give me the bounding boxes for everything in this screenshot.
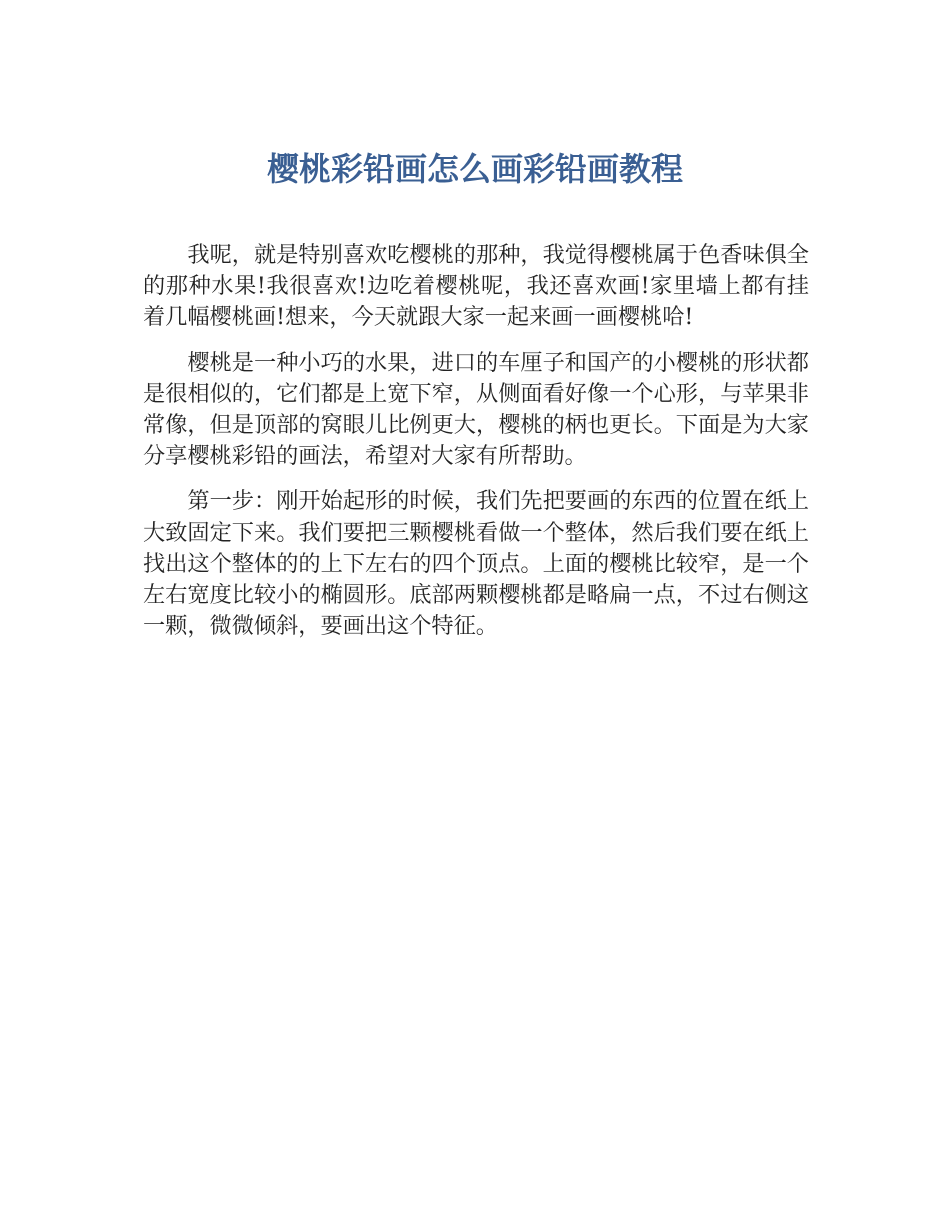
paragraph-step-one: 第一步：刚开始起形的时候，我们先把要画的东西的位置在纸上大致固定下来。我们要把三颗樱桃看做一个整体，然后我们要在纸上找出这个整体的的上下左右的四个顶点。上面的樱桃比较窄，是一个左右宽度比较小的椭圆形。底部两颗樱桃都是略扁一点，不过右侧这一颗，微微倾斜，要画出这个特征。 xyxy=(143,488,809,640)
document-body xyxy=(143,240,809,656)
paragraph-cherry-shape: 樱桃是一种小巧的水果，进口的车厘子和国产的小樱桃的形状都是很相似的，它们都是上宽下窄，从侧面看好像一个心形，与苹果非常像，但是顶部的窝眼儿比例更大，樱桃的柄也更长。下面是为大家分享樱桃彩铅的画法，希望对大家有所帮助。 xyxy=(143,349,809,470)
paragraph-intro: 我呢，就是特别喜欢吃樱桃的那种，我觉得樱桃属于色香味俱全的那种水果!我很喜欢!边吃着樱桃呢，我还喜欢画!家里墙上都有挂着几幅樱桃画!想来，今天就跟大家一起来画一画樱桃哈! xyxy=(143,242,809,331)
page-title: 樱桃彩铅画怎么画彩铅画教程 xyxy=(266,150,683,188)
